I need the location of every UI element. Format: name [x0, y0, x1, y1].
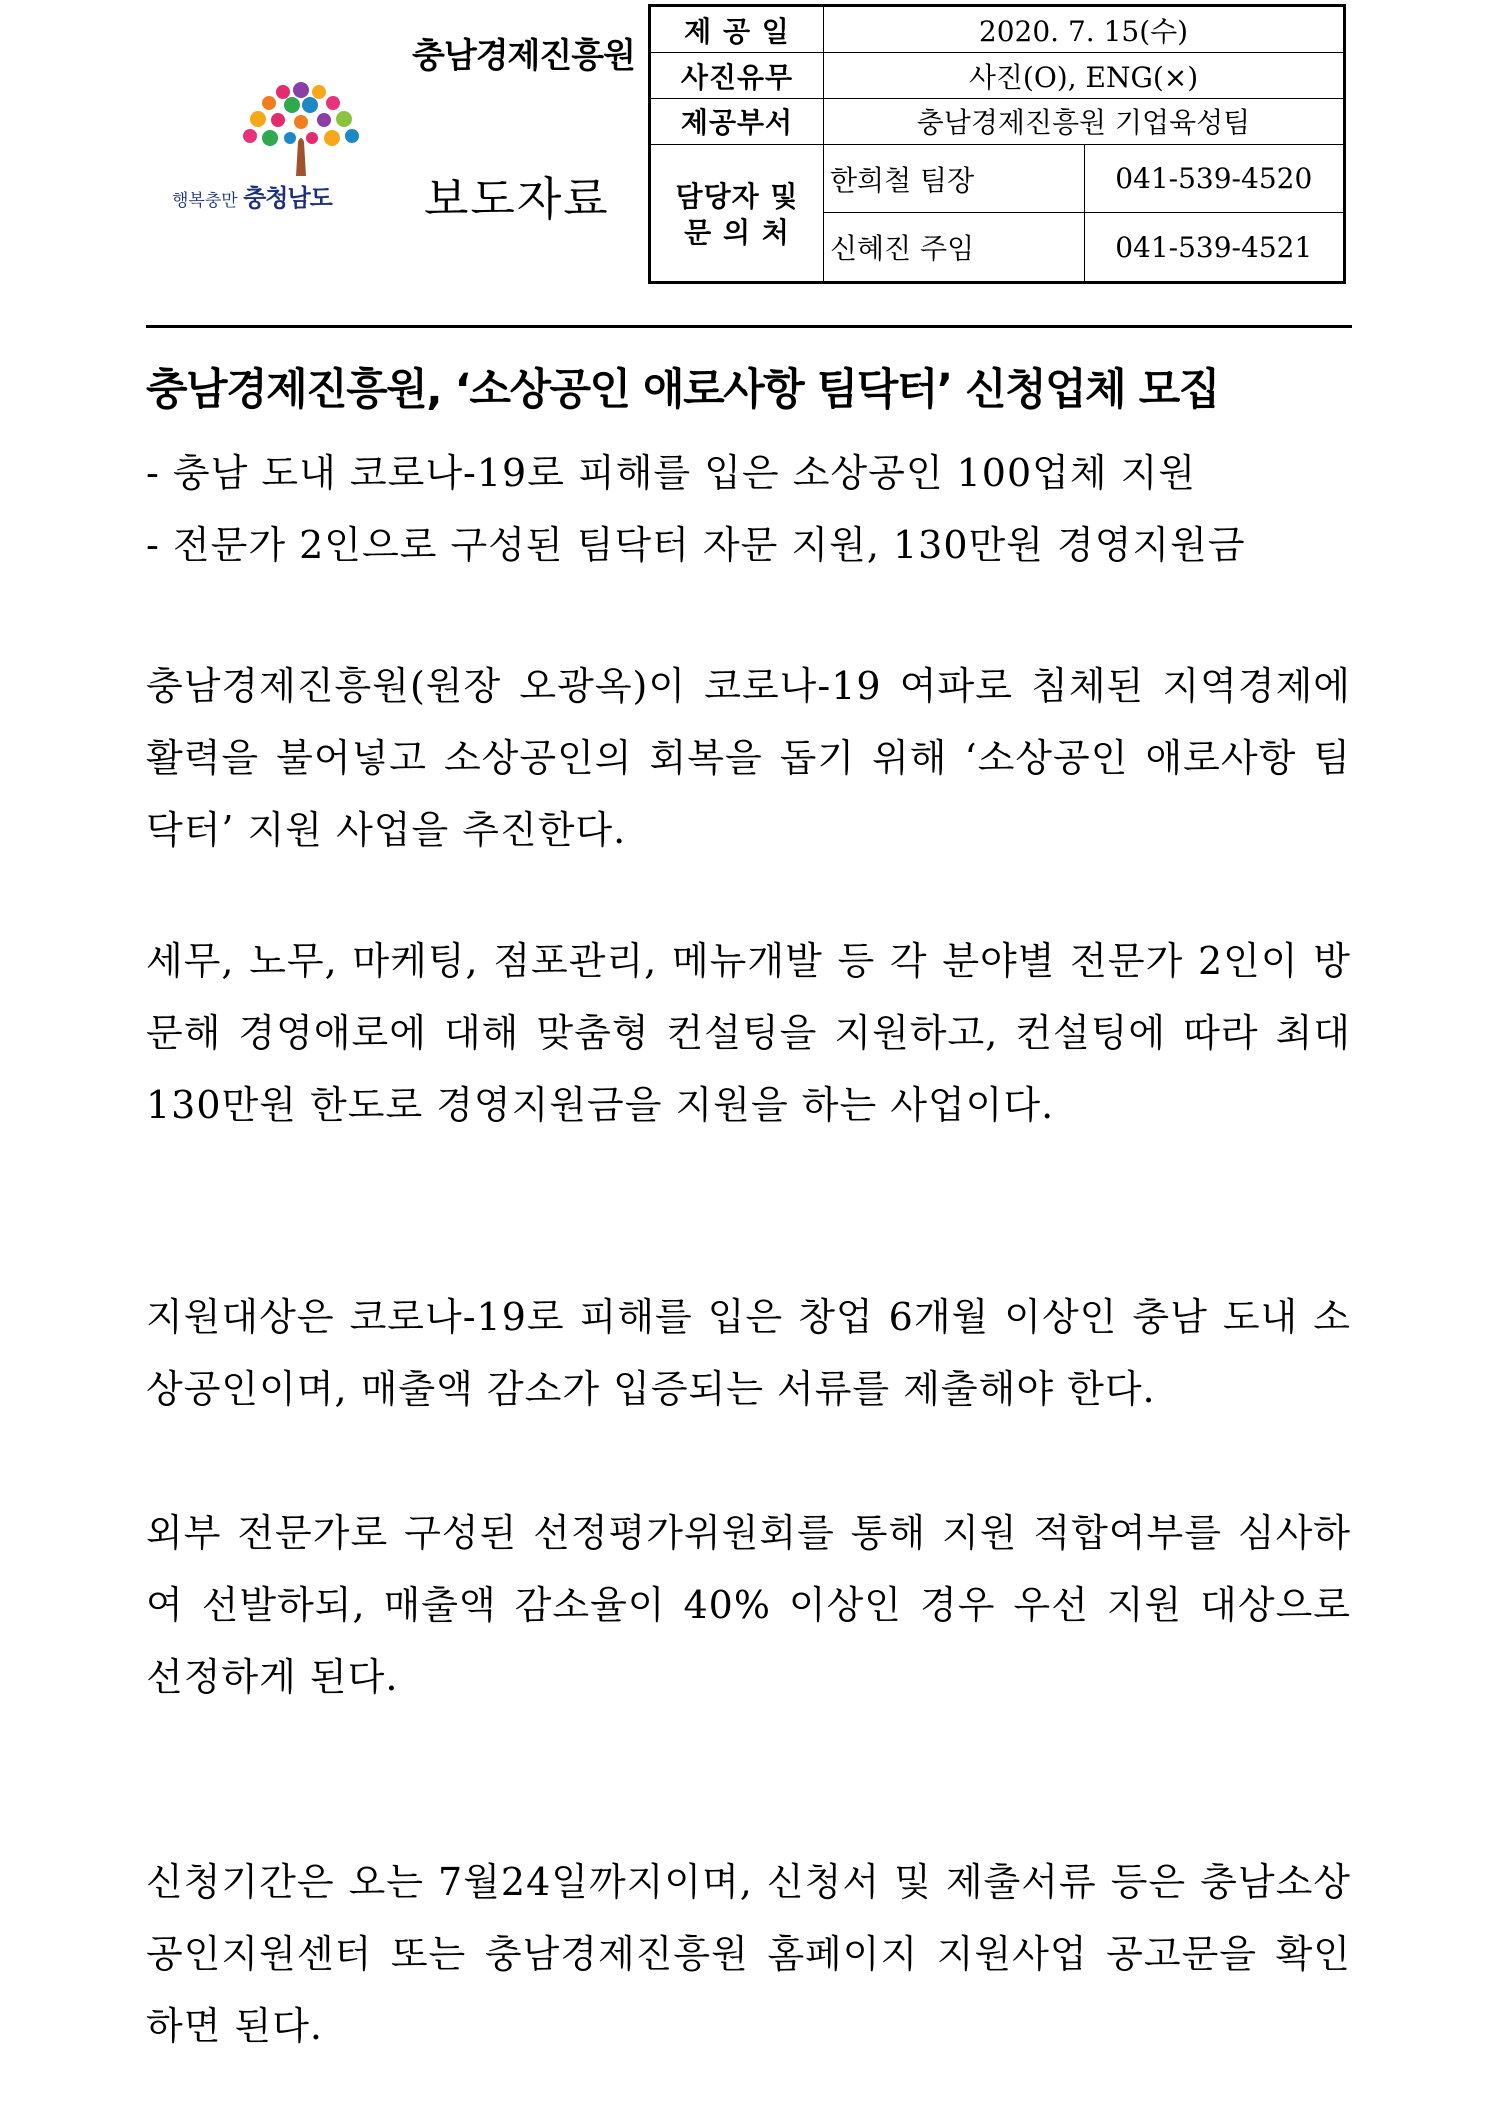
- organization-name: 충남경제진흥원: [412, 36, 635, 76]
- contact-phone: 041-539-4520: [1084, 144, 1345, 212]
- date-label: 제 공 일: [650, 6, 824, 53]
- body-paragraph: 지원대상은 코로나-19로 피해를 입은 창업 6개월 이상인 충남 도내 소상공인이며, 매출액 감소가 입증되는 서류를 제출해야 한다.: [146, 1295, 1351, 1411]
- slogan-small: 행복충만: [172, 191, 238, 211]
- press-release-label: 보도자료: [424, 172, 610, 226]
- release-info-table: [648, 4, 1346, 284]
- info-row-contact-1: [650, 144, 1345, 212]
- chungnam-tree-logo: [236, 76, 366, 180]
- tree-leaves-icon: [243, 82, 359, 146]
- contact-label-line2: 문 의 처: [684, 215, 790, 249]
- contact-name: 신혜진 주임: [824, 213, 1085, 283]
- body-paragraph: 신청기간은 오는 7월24일까지이며, 신청서 및 제출서류 등은 충남소상공인지원센터 또는 충남경제진흥원 홈페이지 지원사업 공고문을 확인하면 된다.: [146, 1860, 1351, 2048]
- contact-label: [650, 144, 824, 282]
- date-value: 2020. 7. 15(수): [824, 6, 1345, 53]
- subhead: - 충남 도내 코로나-19로 피해를 입은 소상공인 100업체 지원: [146, 451, 1197, 495]
- slogan-province: 충청남도: [243, 184, 332, 212]
- contact-name: 한희철 팀장: [824, 144, 1085, 212]
- photo-value: 사진(O), ENG(×): [824, 53, 1345, 99]
- dept-value: 충남경제진흥원 기업육성팀: [824, 99, 1345, 145]
- info-row-photo: [650, 53, 1345, 99]
- body-paragraph: 세무, 노무, 마케팅, 점포관리, 메뉴개발 등 각 분야별 전문가 2인이 방문해 경영애로에 대해 맞춤형 컨설팅을 지원하고, 컨설팅에 따라 최대 130만원 한도로 경영지원금을 지원을 하는 사업이다.: [146, 939, 1351, 1127]
- contact-label-line1: 담당자 및: [675, 179, 799, 213]
- subhead: - 전문가 2인으로 구성된 팀닥터 자문 지원, 130만원 경영지원금: [146, 523, 1246, 567]
- info-row-date: [650, 6, 1345, 53]
- body-paragraph: 외부 전문가로 구성된 선정평가위원회를 통해 지원 적합여부를 심사하여 선발하되, 매출액 감소율이 40% 이상인 경우 우선 지원 대상으로 선정하게 된다.: [146, 1511, 1351, 1699]
- tree-trunk-icon: [296, 138, 306, 176]
- info-row-dept: [650, 99, 1345, 145]
- slogan: [172, 178, 332, 213]
- contact-phone: 041-539-4521: [1084, 213, 1345, 283]
- photo-label: 사진유무: [650, 53, 824, 99]
- dept-label: 제공부서: [650, 99, 824, 145]
- body-paragraph: 충남경제진흥원(원장 오광옥)이 코로나-19 여파로 침체된 지역경제에 활력을 불어넣고 소상공인의 회복을 돕기 위해 ‘소상공인 애로사항 팀닥터’ 지원 사업을 추진한다.: [146, 664, 1351, 852]
- headline: 충남경제진흥원, ‘소상공인 애로사항 팀닥터’ 신청업체 모집: [146, 365, 1219, 415]
- header-divider: [146, 325, 1352, 328]
